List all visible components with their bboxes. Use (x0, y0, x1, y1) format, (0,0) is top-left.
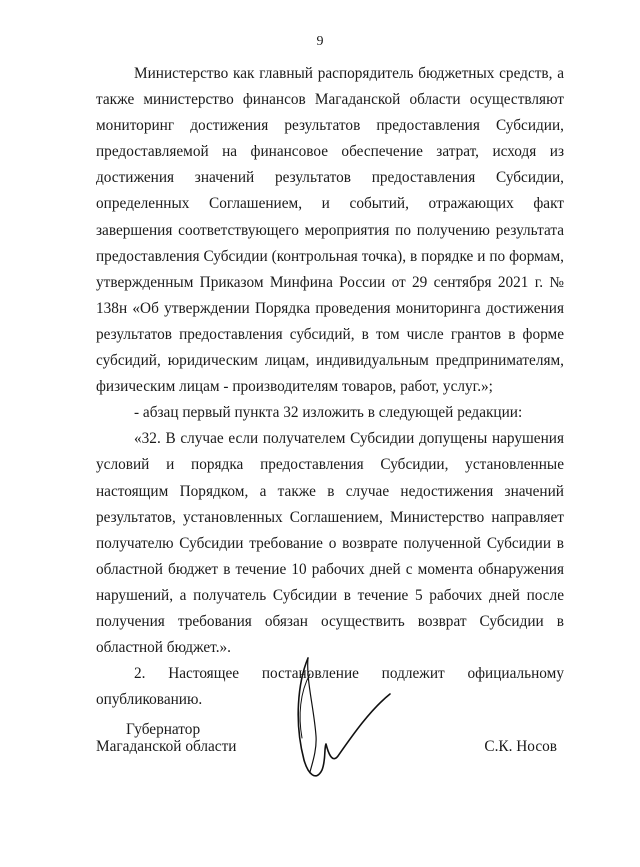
document-body (96, 61, 564, 713)
page-number: 9 (316, 34, 324, 49)
signer-position (96, 721, 236, 755)
signer-name: С.К. Носов (484, 738, 557, 755)
position-line-1: Губернатор (126, 721, 201, 738)
paragraph-clause-32: «32. В случае если получателем Субсидии допущены нарушения условий и порядка предоставления Субсидии, установленные настоящим Порядком, а также в случае недостижения значений результатов, установленных Соглашением, Министерство направляет получателю Субсидии требование о возврате полученной Субсидии в областной бюджет в течение 10 рабочих дней с момента обнаружения нарушений, а получатель Субсидии в течение 5 рабочих дней после получения требования обязан осуществить возврат Субсидии в областной бюджет.». (96, 430, 564, 657)
handwritten-signature (286, 652, 396, 790)
position-line-2: Магаданской области (96, 738, 237, 755)
paragraph-publication: 2. Настоящее постановление подлежит официальному опубликованию. (96, 665, 564, 709)
paragraph-amendment-intro: - абзац первый пункта 32 изложить в следующей редакции: (134, 404, 523, 422)
paragraph-monitoring: Министерство как главный распорядитель бюджетных средств, а также министерство финансов Магаданской области осуществляют мониторинг достижения результатов предоставления Субсидии, предоставляемой на финансовое обеспечение затрат, исходя из достижения значений результатов предоставления Субсидии, определенных Соглашением, и событий, отражающих факт завершения соответствующего мероприятия по получению результата предоставления Субсидии (контрольная точка), в порядке и по формам, утвержденным Приказом Минфина России от 29 сентября 2021 г. № 138н «Об утверждении Порядка проведения мониторинга достижения результатов предоставления субсидий, в том числе грантов в форме субсидий, юридическим лицам, индивидуальным предпринимателям, физическим лицам - производителям товаров, работ, услуг.»; (96, 65, 564, 396)
